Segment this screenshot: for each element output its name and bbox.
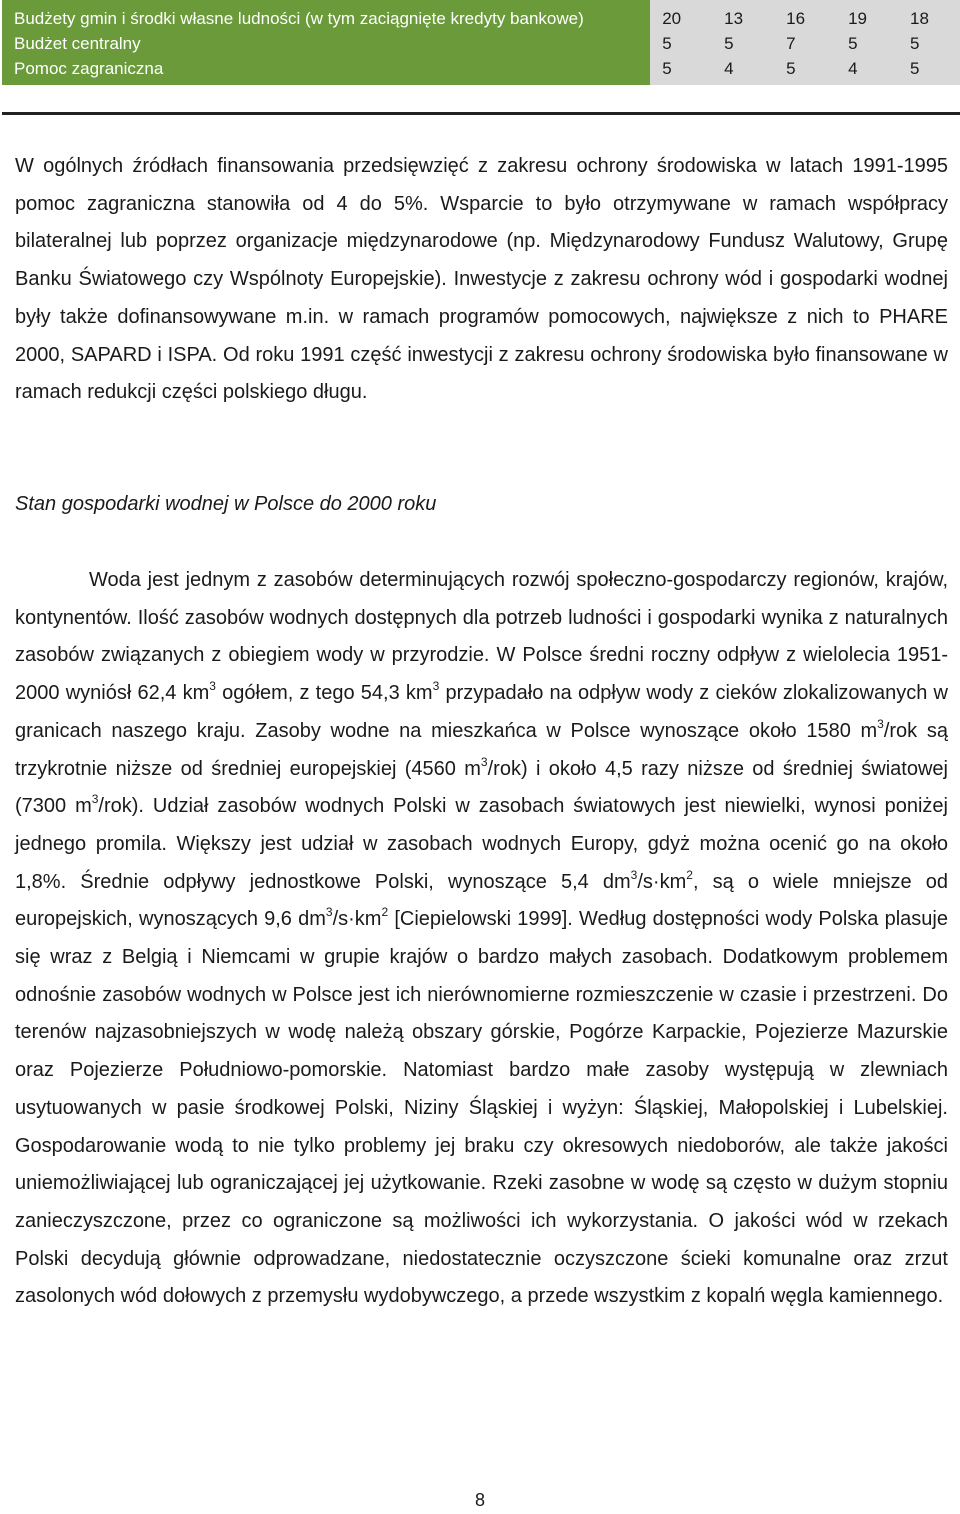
cell-value: 5 <box>898 56 960 85</box>
superscript: 3 <box>209 679 216 694</box>
text-run: /s·km <box>637 870 687 893</box>
text-run: Woda jest jednym z zasobów determinujących rozwój społeczno-gospodarczy regionów, krajów, kontynentów. Ilość zasobów wodnych dostępnych dla potrzeb ludności i gospodarki wynika z naturalnych zasobów związanych z obiegiem wody w przyrodzie. W Polsce średni roczny odpływ z wielolecia 1951-2000 wyniósł 62,4 km <box>15 569 948 705</box>
section-heading: Stan gospodarki wodnej w Polsce do 2000 roku <box>15 493 437 515</box>
superscript: 3 <box>432 679 440 694</box>
superscript: 3 <box>630 867 638 882</box>
cell-value: 5 <box>774 56 836 85</box>
cell-value: 5 <box>836 31 898 56</box>
superscript: 3 <box>877 716 884 731</box>
text-run: /rok). Udział zasobów wodnych Polski w zasobach światowych jest niewielki, wynosi poniżej jednego promila. Większy jest udział w zasobach wodnych Europy, gdyż można ocenić go na około 1,8%. Średnie odpływy jednostkowe Polski, wynoszące 5,4 dm <box>15 795 948 893</box>
cell-value: 5 <box>650 56 712 85</box>
text-run: ogółem, z tego 54,3 km <box>215 682 433 705</box>
row-label: Budżety gmin i środki własne ludności (w tym zaciągnięte kredyty bankowe) <box>2 0 650 31</box>
cell-value: 5 <box>712 31 774 56</box>
cell-value: 4 <box>712 56 774 85</box>
superscript: 2 <box>381 905 389 920</box>
paragraph-financing: W ogólnych źródłach finansowania przedsięwzięć z zakresu ochrony środowiska w latach 1991-1995 pomoc zagraniczna stanowiła od 4 do 5%. Wsparcie to było otrzymywane w ramach współpracy bilateralnej lub poprzez organizacje międzynarodowe (np. Międzynarodowy Fundusz Walutowy, Grupę Banku Światowego czy Wspólnoty Europejskie). Inwestycje z zakresu ochrony wód i gospodarki wodnej były także dofinansowywane m.in. w ramach programów pomocowych, największe z nich to PHARE 2000, SAPARD i ISPA. Od roku 1991 część inwestycji z zakresu ochrony środowiska było finansowane w ramach redukcji części polskiego długu. <box>15 155 948 404</box>
table-row <box>2 0 960 31</box>
table-bottom-rule <box>2 112 960 115</box>
superscript: 3 <box>91 792 99 807</box>
text-run: /rok) i około 4,5 razy niższe od średniej światowej (7300 m <box>15 757 948 818</box>
page-number: 8 <box>474 1490 485 1510</box>
cell-value: 5 <box>650 31 712 56</box>
cell-value: 20 <box>650 0 712 31</box>
row-label: Pomoc zagraniczna <box>2 56 650 85</box>
text-run: [Ciepielowski 1999]. Według dostępności wody Polska plasuje się wraz z Belgią i Niemcami w grupie krajów o bardzo małych zasobach. Dodatkowym problemem odnośnie zasobów wodnych w Polsce jest ich nierównomierne rozmieszczenie w czasie i przestrzeni. Do terenów najzasobniejszych w wodę należą obszary górskie, Pogórze Karpackie, Pojezierze Mazurskie oraz Pojezierze Południowo-pomorskie. Natomiast bardzo małe zasoby występują w zlewniach usytuowanych w pasie środkowej Polski, Niziny Śląskiej i wyżyn: Śląskiej, Małopolskiej i Lubelskiej. Gospodarowanie wodą to nie tylko problemy jej braku czy okresowych niedoborów, ale także jakości uniemożliwiającej lub ograniczającej jej użytkowanie. Rzeki zasobne w wodę są często w dużym stopniu zanieczyszczone, przez co ograniczone są możliwości ich wykorzystania. O jakości wód w rzekach Polski decydują głównie odprowadzane, niedostatecznie oczyszczone ścieki komunalne oraz zrzut zasolonych wód dołowych z przemysłu wydobywczego, a przede wszystkim z kopalń węgla kamiennego. <box>15 908 948 1308</box>
cell-value: 4 <box>836 56 898 85</box>
superscript: 2 <box>686 867 693 882</box>
superscript: 3 <box>480 754 488 769</box>
text-run: /s·km <box>332 908 382 931</box>
row-label: Budżet centralny <box>2 31 650 56</box>
table-row <box>2 31 960 56</box>
text-run: przypadało na odpływ wody z cieków zlokalizowanych w granicach naszego kraju. Zasoby wodne na mieszkańca w Polsce wynoszące około 1580 m <box>15 682 948 742</box>
cell-value: 7 <box>774 31 836 56</box>
superscript: 3 <box>325 905 333 920</box>
text-run: /rok są trzykrotnie niższe od średniej europejskiej (4560 m <box>15 719 948 780</box>
financing-table <box>2 0 960 85</box>
cell-value: 18 <box>898 0 960 31</box>
cell-value: 16 <box>774 0 836 31</box>
table-row <box>2 56 960 85</box>
paragraph-water-resources <box>15 562 948 1316</box>
cell-value: 5 <box>898 31 960 56</box>
cell-value: 19 <box>836 0 898 31</box>
text-run: , są o wiele mniejsze od europejskich, wynoszących 9,6 dm <box>15 870 948 931</box>
cell-value: 13 <box>712 0 774 31</box>
